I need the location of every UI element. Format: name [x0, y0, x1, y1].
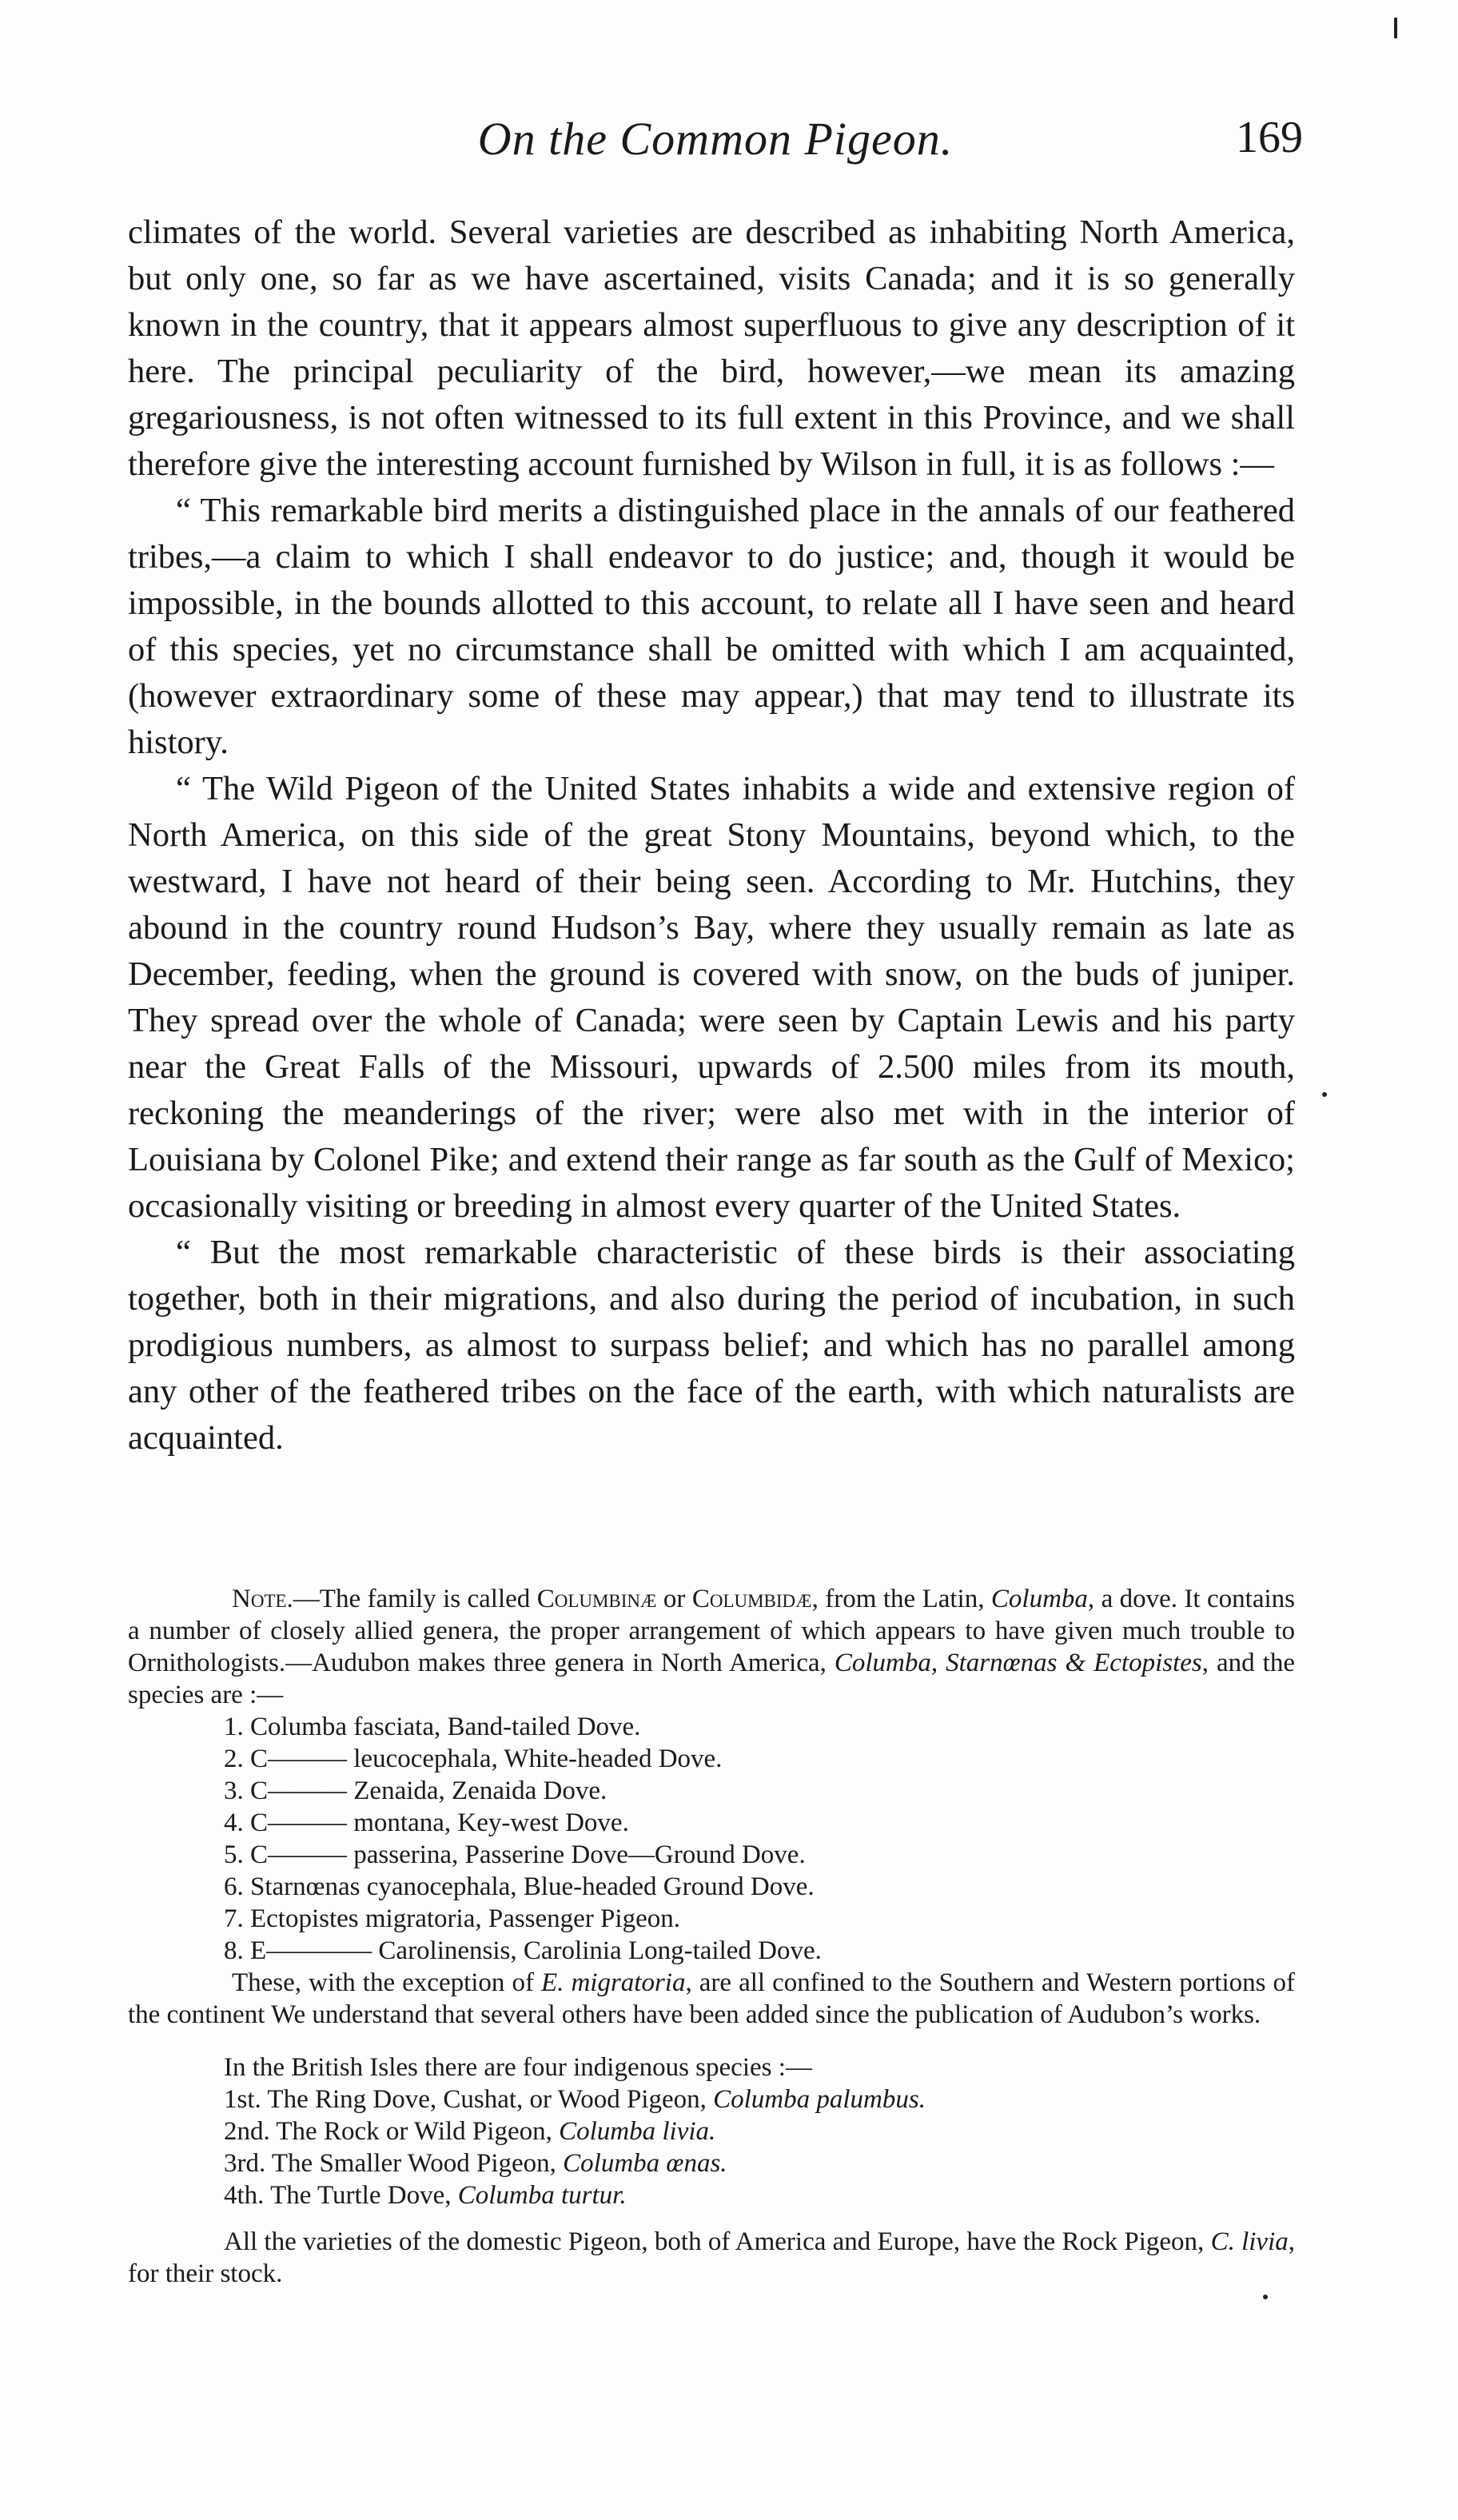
- list-item: 3rd. The Smaller Wood Pigeon, Columba œnas.: [224, 2149, 727, 2178]
- note-intro: Note.—The family is called Columbinæ or Columbidæ, from the Latin, Columba, a dove. It contains a number of closely allied genera, the proper arrangement of which appears to have given much trouble to Ornithologists.—Audubon makes three genera in North America, Columba, Starnœnas & Ectopistes, and the species are :—: [128, 1585, 1295, 1709]
- paragraph-1: climates of the world. Several varieties are described as inhabiting North America, but only one, so far as we have ascertained, visits Canada; and it is so generally known in the country, that it appears almost superfluous to give any description of it here. The principal peculiarity of the bird, however,—we mean its amazing gregariousness, is not often witnessed to its full extent in this Province, and we shall therefore give the interesting account furnished by Wilson in full, it is as follows :—: [128, 213, 1295, 483]
- list-item: 4th. The Turtle Dove, Columba turtur.: [224, 2181, 627, 2210]
- british-species-list: [128, 2083, 1295, 2211]
- note-conclusion: All the varieties of the domestic Pigeon, both of America and Europe, have the Rock Pigeon, C. livia, for their stock.: [128, 2227, 1295, 2288]
- scan-mark: [1263, 2295, 1268, 2299]
- list-item: 7. Ectopistes migratoria, Passenger Pigeon.: [224, 1904, 680, 1933]
- note-label: Note.: [232, 1585, 293, 1613]
- list-item: 8. E———— Carolinensis, Carolinia Long-tailed Dove.: [224, 1936, 822, 1965]
- list-item: 2nd. The Rock or Wild Pigeon, Columba livia.: [224, 2117, 716, 2146]
- species-list: [128, 1711, 1295, 1967]
- paragraph-3: “ The Wild Pigeon of the United States inhabits a wide and extensive region of North America, on this side of the great Stony Mountains, beyond which, to the westward, I have not heard of their being seen. According to Mr. Hutchins, they abound in the country round Hudson’s Bay, where they usually remain as late as December, feeding, when the ground is covered with snow, on the buds of juniper. They spread over the whole of Canada; were seen by Captain Lewis and his party near the Great Falls of the Missouri, upwards of 2.500 miles from its mouth, reckoning the meanderings of the river; were also met with in the interior of Louisiana by Colonel Pike; and extend their range as far south as the Gulf of Mexico; occasionally visiting or breeding in almost every quarter of the United States.: [128, 770, 1295, 1225]
- scan-mark: [1322, 1092, 1327, 1097]
- list-item: 6. Starnœnas cyanocephala, Blue-headed Ground Dove.: [224, 1872, 815, 1901]
- paragraph-2: “ This remarkable bird merits a distinguished place in the annals of our feathered tribes,—a claim to which I shall endeavor to do justice; and, though it would be impossible, in the bounds allotted to this account, to relate all I have seen and heard of this species, yet no circumstance shall be omitted with which I am acquainted, (however extraordinary some of these may appear,) that may tend to illustrate its history.: [128, 492, 1295, 761]
- page-number: 169: [1236, 113, 1303, 162]
- list-item: 5. C——— passerina, Passerine Dove—Ground Dove.: [224, 1840, 806, 1869]
- list-item: 3. C——— Zenaida, Zenaida Dove.: [224, 1776, 608, 1805]
- list-item: 1st. The Ring Dove, Cushat, or Wood Pigeon, Columba palumbus.: [224, 2085, 926, 2114]
- scan-mark: [1394, 18, 1397, 38]
- main-text: [128, 209, 1295, 1461]
- running-title: On the Common Pigeon.: [477, 113, 954, 165]
- british-intro: In the British Isles there are four indigenous species :—: [224, 2053, 812, 2082]
- list-item: 4. C——— montana, Key-west Dove.: [224, 1808, 629, 1837]
- page-header: [128, 112, 1303, 200]
- list-item: 1. Columba fasciata, Band-tailed Dove.: [224, 1713, 641, 1741]
- note-exception: These, with the exception of E. migratoria, are all confined to the Southern and Western portions of the continent We understand that several others have been added since the publication of Audubon’s works.: [128, 1968, 1296, 2029]
- paragraph-4: “ But the most remarkable characteristic of these birds is their associating together, both in their migrations, and also during the period of incubation, in such prodigious numbers, as almost to surpass belief; and which has no parallel among any other of the feathered tribes on the face of the earth, with which naturalists are acquainted.: [128, 1234, 1295, 1457]
- list-item: 2. C——— leucocephala, White-headed Dove.: [224, 1744, 723, 1773]
- footnote: [128, 1583, 1295, 2290]
